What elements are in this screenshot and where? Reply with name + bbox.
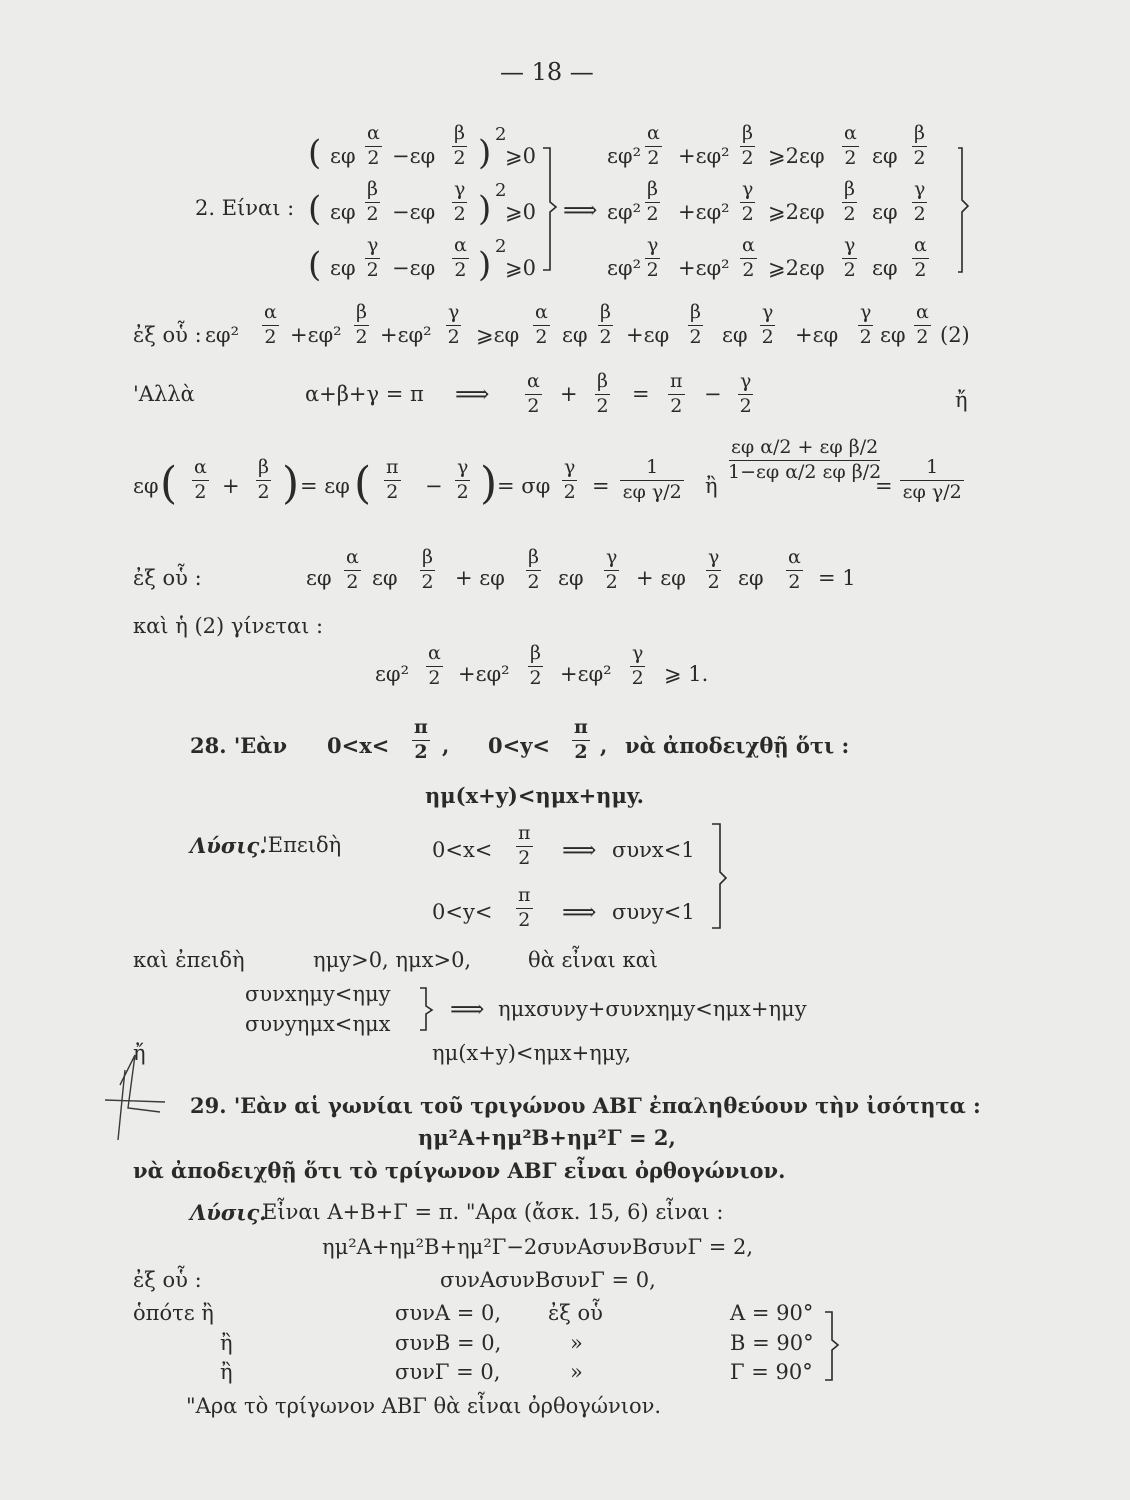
- conclusion-29: "Αρα τὸ τρίγωνον ΑΒΓ θὰ εἶναι ὀρθογώνιον.: [186, 1394, 662, 1418]
- case-2-or: ἢ: [220, 1331, 233, 1355]
- or-word-2: ἤ: [133, 1041, 146, 1065]
- opote-label: ὁπότε ἢ: [133, 1301, 214, 1325]
- problem-29-equation: ημ²Α+ημ²Β+ημ²Γ = 2,: [418, 1125, 676, 1150]
- or-word-1: ἤ: [955, 388, 968, 412]
- solution-29-line1: Εἶναι Α+Β+Γ = π. "Αρα (ἄσκ. 15, 6) εἶναι :: [262, 1200, 724, 1224]
- line1-right: συνx<1: [612, 838, 695, 862]
- right-bracket-results: [958, 148, 968, 272]
- ex-ou-29-label: ἐξ οὗ :: [133, 1268, 202, 1292]
- ex-ou-label: ἐξ οὗ :: [133, 323, 202, 347]
- epeidi-word: 'Επειδὴ: [262, 833, 342, 857]
- handwritten-mark-icon: [105, 1055, 165, 1140]
- tha-einai: θὰ εἶναι καὶ: [528, 948, 659, 972]
- solution-label-28: Λύσις.: [190, 833, 267, 858]
- case-2-eq: συνΒ = 0,: [395, 1331, 502, 1355]
- kai-epeidi-cond: ημy>0, ημx>0,: [313, 948, 472, 972]
- case-3-eq: συνΓ = 0,: [395, 1360, 501, 1384]
- equation-number: (2): [940, 323, 970, 347]
- ineq-2: συνyημx<ημx: [245, 1012, 391, 1036]
- problem-28-claim: ημ(x+y)<ημx+ημy.: [425, 783, 644, 808]
- kai-ginetai: καὶ ἡ (2) γίνεται :: [133, 614, 324, 638]
- cond-y-text: 0<y<: [432, 900, 493, 924]
- solution-29-line2: ημ²Α+ημ²Β+ημ²Γ−2συνΑσυνΒσυνΓ = 2,: [322, 1235, 754, 1259]
- arrow-x: ⟹: [562, 836, 597, 864]
- solution-label-29: Λύσις.: [190, 1200, 267, 1225]
- part2-intro: 2. Είναι :: [195, 196, 295, 220]
- right-brace-29: [825, 1312, 838, 1380]
- right-brace-28: [712, 824, 726, 928]
- case-3-or: ἢ: [220, 1360, 233, 1384]
- case-1-mid: ἐξ οὗ: [548, 1301, 603, 1325]
- implies-arrow: ⟹: [563, 196, 598, 224]
- line2-right: συνy<1: [612, 900, 695, 924]
- problem-28-number: 28. 'Εὰν: [190, 733, 288, 758]
- alla-label: 'Αλλὰ: [133, 382, 195, 406]
- arrow-ineq: ⟹: [450, 995, 485, 1023]
- cond-x-text: 0<x<: [432, 838, 493, 862]
- ineq-1: συνxημy<ημy: [245, 982, 391, 1006]
- cond-x-frac: $\frac{\pi}{2}$: [518, 822, 531, 869]
- page-number: — 18 —: [500, 58, 594, 86]
- problem-29-statement: 29. 'Εὰν αἱ γωνίαι τοῦ τριγώνου ΑΒΓ ἐπαληθεύουν τὴν ἰσότητα :: [190, 1093, 981, 1118]
- kai-epeidi: καὶ ἐπειδὴ: [133, 948, 245, 972]
- ineq-result: ημxσυνy+συνxημy<ημx+ημy: [498, 997, 807, 1021]
- problem-28-prove: νὰ ἀποδειχθῇ ὅτι :: [625, 733, 850, 758]
- case-1-res: Α = 90°: [730, 1301, 814, 1325]
- problem-29-prove: νὰ ἀποδειχθῇ ὅτι τὸ τρίγωνον ΑΒΓ εἶναι ὀρθογώνιον.: [133, 1158, 786, 1183]
- case-3-res: Γ = 90°: [730, 1360, 813, 1384]
- right-brace-ineq: [420, 988, 432, 1030]
- right-brace-squares: [543, 148, 556, 270]
- conclusion-28: ημ(x+y)<ημx+ημy,: [432, 1041, 632, 1065]
- case-1-eq: συνΑ = 0,: [395, 1301, 502, 1325]
- case-2-res: Β = 90°: [730, 1331, 814, 1355]
- cond-y-frac: $\frac{\pi}{2}$: [518, 884, 531, 931]
- case-3-mid: »: [570, 1360, 583, 1384]
- document-page: — 18 — 2. Είναι : ( εφ $\frac{\alpha}{2}$ −εφ $\frac{\beta}{2}$ ) 2 ⩾0 ( εφ $\frac{\beta}{2}$ −εφ $\frac{\gamma}{2}$ ) 2 ⩾0 ( εφ $\frac{\gamma}{2}$ −εφ $\frac{\alpha}{2}$ ) 2 ⩾0 ⟹ εφ² $\frac{\alpha}{2}$ +εφ² $\frac{\beta}{2}$ ⩾2εφ $\frac{\alpha}{2}$ εφ $\frac{\beta}{2}$ εφ² $\frac{\beta}{2}$ +εφ² $\frac{\gamma}{2}$ ⩾2εφ $\frac{\beta}{2}$ εφ $\frac{\gamma}{2}$ εφ² $\frac{\gamma}{2}$ +εφ² $\frac{\alpha}{2}$ ⩾2εφ $\frac{\gamma}{2}$ εφ $\frac{\alpha}{2}$ ἐξ οὗ : εφ² $\frac{\alpha}{2}$ +εφ² $\frac{\beta}{2}$ +εφ² $\frac{\gamma}{2}$ ⩾εφ $\frac{\alpha}{2}$ εφ $\frac{\beta}{2}$ +εφ $\frac{\beta}{2}$ εφ $\frac{\gamma}{2}$ +εφ $\frac{\gamma}{2}$ εφ $\frac{\alpha}{2}$ (2) 'Αλλὰ α+β+γ = π ⟹ $\frac{\alpha}{2}$ + $\frac{\beta}{2}$ = $\frac{\pi}{2}$ − $\frac{\gamma}{2}$ ἤ εφ ( $\frac{\alpha}{2}$ + $\frac{\beta}{2}$ ) = εφ ( $\frac{\pi}{2}$ − $\frac{\gamma}{2}$ ) = σφ $\frac{\gamma}{2}$ = $\frac{1}{\text{εφ γ/2}}$ ἢ $\frac{\text{εφ α/2 + εφ β/2}}{\text{1−εφ α/2 εφ β/2}}$ = $\frac{1}{\text{εφ γ/2}}$ ἐξ οὗ : εφ $\frac{\alpha}{2}$ εφ $\frac{\beta}{2}$ + εφ $\frac{\beta}{2}$ εφ $\frac{\gamma}{2}$ + εφ $\frac{\gamma}{2}$ εφ $\frac{\alpha}{2}$ = 1 καὶ ἡ (2) γίνεται : εφ² $\frac{\alpha}{2}$ +εφ² $\frac{\beta}{2}$ +εφ² $\frac{\gamma}{2}$ ⩾ 1. 28. 'Εὰν 0<x< $\frac{\pi}{2}$ , 0<y< $\frac{\pi}{2}$ , νὰ ἀποδειχθῇ ὅτι : ημ(x+y)<ημx+ημy. Λύσις. 'Επειδὴ 0<x< $\frac{\pi}{2}$ ⟹ συνx<1 0<y< $\frac{\pi}{2}$ ⟹ συνy<1 καὶ ἐπειδὴ ημy>0, ημx>0, θὰ εἶναι καὶ συνxημy<ημy συνyημx<ημx ⟹ ημxσυνy+συνxημy<ημx+ημy ἤ ημ(x+y)<ημx+ημy, 29. 'Εὰν αἱ γωνίαι τοῦ τριγώνου ΑΒΓ ἐπαληθεύουν τὴν ἰσότητα : ημ²Α+ημ²Β+ημ²Γ = 2, νὰ ἀποδειχθῇ ὅτι τὸ τρίγωνον ΑΒΓ εἶναι ὀρθογώνιον. Λύσις. Εἶναι Α+Β+Γ = π. "Αρα (ἄσκ. 15, 6) εἶναι : ημ²Α+ημ²Β+ημ²Γ−2συνΑσυνΒσυνΓ = 2, ἐξ οὗ : συνΑσυνΒσυνΓ = 0, ὁπότε ἢ συνΑ = 0, ἐξ οὗ Α = 90° ἢ συνΒ = 0, » Β = 90° ἢ συνΓ = 0, » Γ = 90° "Αρα τὸ τρίγωνον ΑΒΓ θὰ εἶναι ὀρθογώνιον.: [0, 0, 1130, 1500]
- ex-ou-label-2: ἐξ οὗ :: [133, 566, 202, 590]
- ex-ou-29-eq: συνΑσυνΒσυνΓ = 0,: [440, 1268, 656, 1292]
- arrow-y: ⟹: [562, 898, 597, 926]
- case-2-mid: »: [570, 1331, 583, 1355]
